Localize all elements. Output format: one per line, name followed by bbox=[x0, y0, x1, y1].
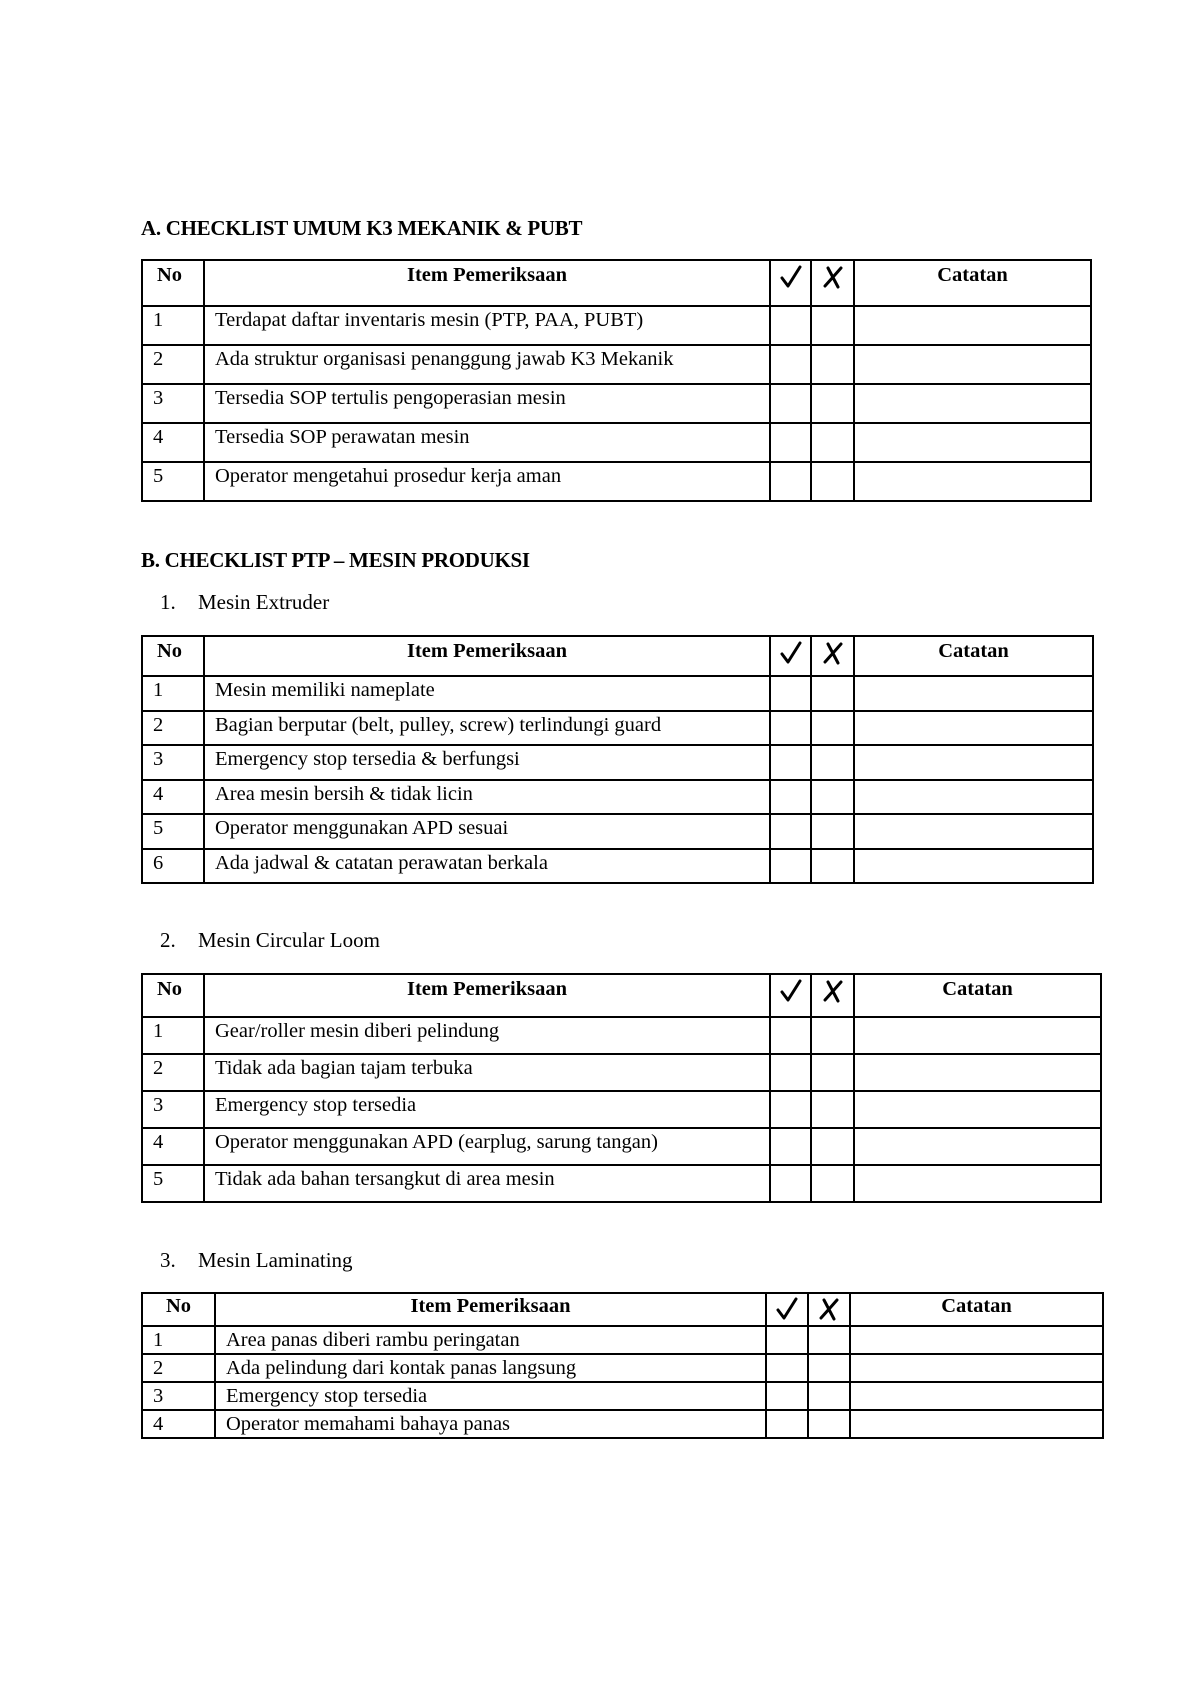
col-header-cross bbox=[811, 636, 854, 676]
row-item: Area mesin bersih & tidak licin bbox=[204, 780, 770, 815]
col-header-no: No bbox=[142, 974, 204, 1017]
checklist-table-extruder bbox=[141, 635, 1094, 884]
check-cell[interactable] bbox=[770, 384, 811, 423]
row-number: 2 bbox=[142, 1054, 204, 1091]
col-header-check bbox=[770, 974, 811, 1017]
row-number: 4 bbox=[142, 423, 204, 462]
cross-cell[interactable] bbox=[811, 306, 854, 345]
row-item: Emergency stop tersedia & berfungsi bbox=[204, 745, 770, 780]
cross-cell[interactable] bbox=[808, 1410, 850, 1438]
table-row bbox=[142, 849, 1093, 884]
cross-mark-icon bbox=[822, 979, 844, 1003]
table-row bbox=[142, 462, 1091, 501]
col-header-item: Item Pemeriksaan bbox=[204, 260, 770, 306]
check-cell[interactable] bbox=[770, 814, 811, 849]
row-item: Terdapat daftar inventaris mesin (PTP, PAA, PUBT) bbox=[204, 306, 770, 345]
col-header-cross bbox=[811, 974, 854, 1017]
table-row bbox=[142, 745, 1093, 780]
table-row bbox=[142, 306, 1091, 345]
col-header-check bbox=[766, 1293, 808, 1326]
table-row bbox=[142, 1410, 1103, 1438]
note-cell[interactable] bbox=[854, 345, 1091, 384]
col-header-check bbox=[770, 260, 811, 306]
row-number: 1 bbox=[142, 1326, 215, 1354]
note-cell[interactable] bbox=[854, 384, 1091, 423]
cross-cell[interactable] bbox=[811, 462, 854, 501]
table-row bbox=[142, 423, 1091, 462]
check-cell[interactable] bbox=[766, 1382, 808, 1410]
note-cell[interactable] bbox=[850, 1410, 1103, 1438]
check-cell[interactable] bbox=[770, 1091, 811, 1128]
row-number: 3 bbox=[142, 384, 204, 423]
col-header-note: Catatan bbox=[850, 1293, 1103, 1326]
check-cell[interactable] bbox=[770, 1128, 811, 1165]
table-row bbox=[142, 676, 1093, 711]
note-cell[interactable] bbox=[854, 849, 1093, 884]
check-cell[interactable] bbox=[770, 780, 811, 815]
row-item: Ada jadwal & catatan perawatan berkala bbox=[204, 849, 770, 884]
row-item: Tersedia SOP perawatan mesin bbox=[204, 423, 770, 462]
cross-mark-icon bbox=[822, 641, 844, 665]
row-item: Tersedia SOP tertulis pengoperasian mesin bbox=[204, 384, 770, 423]
cross-cell[interactable] bbox=[808, 1326, 850, 1354]
note-cell[interactable] bbox=[854, 1165, 1101, 1202]
note-cell[interactable] bbox=[854, 711, 1093, 746]
table-row bbox=[142, 1326, 1103, 1354]
col-header-cross bbox=[811, 260, 854, 306]
row-item: Tidak ada bahan tersangkut di area mesin bbox=[204, 1165, 770, 1202]
cross-cell[interactable] bbox=[811, 780, 854, 815]
row-item: Tidak ada bagian tajam terbuka bbox=[204, 1054, 770, 1091]
check-cell[interactable] bbox=[770, 745, 811, 780]
machine-number: 3. bbox=[160, 1248, 176, 1272]
row-number: 1 bbox=[142, 1017, 204, 1054]
row-item: Gear/roller mesin diberi pelindung bbox=[204, 1017, 770, 1054]
note-cell[interactable] bbox=[850, 1354, 1103, 1382]
col-header-item: Item Pemeriksaan bbox=[204, 636, 770, 676]
row-number: 4 bbox=[142, 1410, 215, 1438]
cross-cell[interactable] bbox=[811, 676, 854, 711]
table-row bbox=[142, 711, 1093, 746]
cross-cell[interactable] bbox=[811, 1017, 854, 1054]
cross-cell[interactable] bbox=[811, 345, 854, 384]
cross-cell[interactable] bbox=[811, 423, 854, 462]
row-item: Mesin memiliki nameplate bbox=[204, 676, 770, 711]
note-cell[interactable] bbox=[854, 745, 1093, 780]
table-row bbox=[142, 1128, 1101, 1165]
row-number: 4 bbox=[142, 1128, 204, 1165]
table-row bbox=[142, 814, 1093, 849]
col-header-item: Item Pemeriksaan bbox=[204, 974, 770, 1017]
check-cell[interactable] bbox=[766, 1354, 808, 1382]
row-item: Operator memahami bahaya panas bbox=[215, 1410, 766, 1438]
row-item: Operator mengetahui prosedur kerja aman bbox=[204, 462, 770, 501]
cross-mark-icon bbox=[822, 265, 844, 289]
cross-mark-icon bbox=[818, 1297, 840, 1321]
check-mark-icon bbox=[780, 979, 802, 1003]
row-item: Operator menggunakan APD sesuai bbox=[204, 814, 770, 849]
col-header-item: Item Pemeriksaan bbox=[215, 1293, 766, 1326]
cross-cell[interactable] bbox=[811, 814, 854, 849]
table-row bbox=[142, 1354, 1103, 1382]
check-cell[interactable] bbox=[770, 1165, 811, 1202]
note-cell[interactable] bbox=[854, 814, 1093, 849]
cross-cell[interactable] bbox=[811, 1054, 854, 1091]
checklist-table-laminating bbox=[141, 1292, 1104, 1439]
row-item: Emergency stop tersedia bbox=[204, 1091, 770, 1128]
table-row bbox=[142, 1165, 1101, 1202]
col-header-note: Catatan bbox=[854, 260, 1091, 306]
note-cell[interactable] bbox=[854, 1054, 1101, 1091]
col-header-cross bbox=[808, 1293, 850, 1326]
machine-3-title bbox=[160, 1250, 353, 1271]
col-header-note: Catatan bbox=[854, 974, 1101, 1017]
row-number: 6 bbox=[142, 849, 204, 884]
row-number: 1 bbox=[142, 306, 204, 345]
table-row bbox=[142, 384, 1091, 423]
note-cell[interactable] bbox=[854, 1091, 1101, 1128]
row-number: 3 bbox=[142, 1091, 204, 1128]
check-cell[interactable] bbox=[770, 849, 811, 884]
note-cell[interactable] bbox=[850, 1326, 1103, 1354]
check-mark-icon bbox=[776, 1297, 798, 1321]
row-item: Area panas diberi rambu peringatan bbox=[215, 1326, 766, 1354]
checklist-table-umum bbox=[141, 259, 1092, 502]
note-cell[interactable] bbox=[854, 676, 1093, 711]
section-b-heading: B. CHECKLIST PTP – MESIN PRODUKSI bbox=[141, 548, 530, 572]
note-cell[interactable] bbox=[854, 780, 1093, 815]
col-header-no: No bbox=[142, 636, 204, 676]
row-number: 3 bbox=[142, 745, 204, 780]
row-number: 5 bbox=[142, 814, 204, 849]
check-cell[interactable] bbox=[770, 711, 811, 746]
cross-cell[interactable] bbox=[811, 1091, 854, 1128]
cross-cell[interactable] bbox=[808, 1354, 850, 1382]
check-cell[interactable] bbox=[766, 1326, 808, 1354]
note-cell[interactable] bbox=[854, 462, 1091, 501]
cross-cell[interactable] bbox=[811, 745, 854, 780]
machine-number: 1. bbox=[160, 590, 176, 614]
table-row bbox=[142, 1017, 1101, 1054]
note-cell[interactable] bbox=[854, 1017, 1101, 1054]
row-item: Emergency stop tersedia bbox=[215, 1382, 766, 1410]
row-number: 2 bbox=[142, 1354, 215, 1382]
machine-name: Mesin Circular Loom bbox=[198, 928, 380, 952]
table-row bbox=[142, 780, 1093, 815]
machine-name: Mesin Laminating bbox=[198, 1248, 353, 1272]
check-cell[interactable] bbox=[770, 1017, 811, 1054]
row-number: 2 bbox=[142, 345, 204, 384]
table-row bbox=[142, 1091, 1101, 1128]
check-cell[interactable] bbox=[770, 423, 811, 462]
machine-1-title bbox=[160, 592, 329, 613]
row-item: Operator menggunakan APD (earplug, sarung tangan) bbox=[204, 1128, 770, 1165]
cross-cell[interactable] bbox=[811, 1128, 854, 1165]
row-item: Ada pelindung dari kontak panas langsung bbox=[215, 1354, 766, 1382]
check-cell[interactable] bbox=[770, 462, 811, 501]
table-row bbox=[142, 1054, 1101, 1091]
row-number: 5 bbox=[142, 1165, 204, 1202]
row-item: Ada struktur organisasi penanggung jawab K3 Mekanik bbox=[204, 345, 770, 384]
check-cell[interactable] bbox=[770, 345, 811, 384]
check-cell[interactable] bbox=[766, 1410, 808, 1438]
col-header-no: No bbox=[142, 260, 204, 306]
table-row bbox=[142, 345, 1091, 384]
check-mark-icon bbox=[780, 641, 802, 665]
cross-cell[interactable] bbox=[811, 1165, 854, 1202]
row-number: 2 bbox=[142, 711, 204, 746]
col-header-check bbox=[770, 636, 811, 676]
col-header-no: No bbox=[142, 1293, 215, 1326]
cross-cell[interactable] bbox=[811, 384, 854, 423]
check-cell[interactable] bbox=[770, 306, 811, 345]
note-cell[interactable] bbox=[854, 1128, 1101, 1165]
table-row bbox=[142, 1382, 1103, 1410]
check-mark-icon bbox=[780, 265, 802, 289]
cross-cell[interactable] bbox=[808, 1382, 850, 1410]
note-cell[interactable] bbox=[854, 423, 1091, 462]
cross-cell[interactable] bbox=[811, 711, 854, 746]
col-header-note: Catatan bbox=[854, 636, 1093, 676]
machine-name: Mesin Extruder bbox=[198, 590, 330, 614]
note-cell[interactable] bbox=[854, 306, 1091, 345]
section-a-heading: A. CHECKLIST UMUM K3 MEKANIK & PUBT bbox=[141, 216, 583, 240]
row-number: 4 bbox=[142, 780, 204, 815]
check-cell[interactable] bbox=[770, 676, 811, 711]
note-cell[interactable] bbox=[850, 1382, 1103, 1410]
checklist-table-circular-loom bbox=[141, 973, 1102, 1203]
check-cell[interactable] bbox=[770, 1054, 811, 1091]
row-number: 1 bbox=[142, 676, 204, 711]
row-number: 3 bbox=[142, 1382, 215, 1410]
machine-2-title bbox=[160, 930, 380, 951]
row-number: 5 bbox=[142, 462, 204, 501]
machine-number: 2. bbox=[160, 928, 176, 952]
row-item: Bagian berputar (belt, pulley, screw) terlindungi guard bbox=[204, 711, 770, 746]
cross-cell[interactable] bbox=[811, 849, 854, 884]
